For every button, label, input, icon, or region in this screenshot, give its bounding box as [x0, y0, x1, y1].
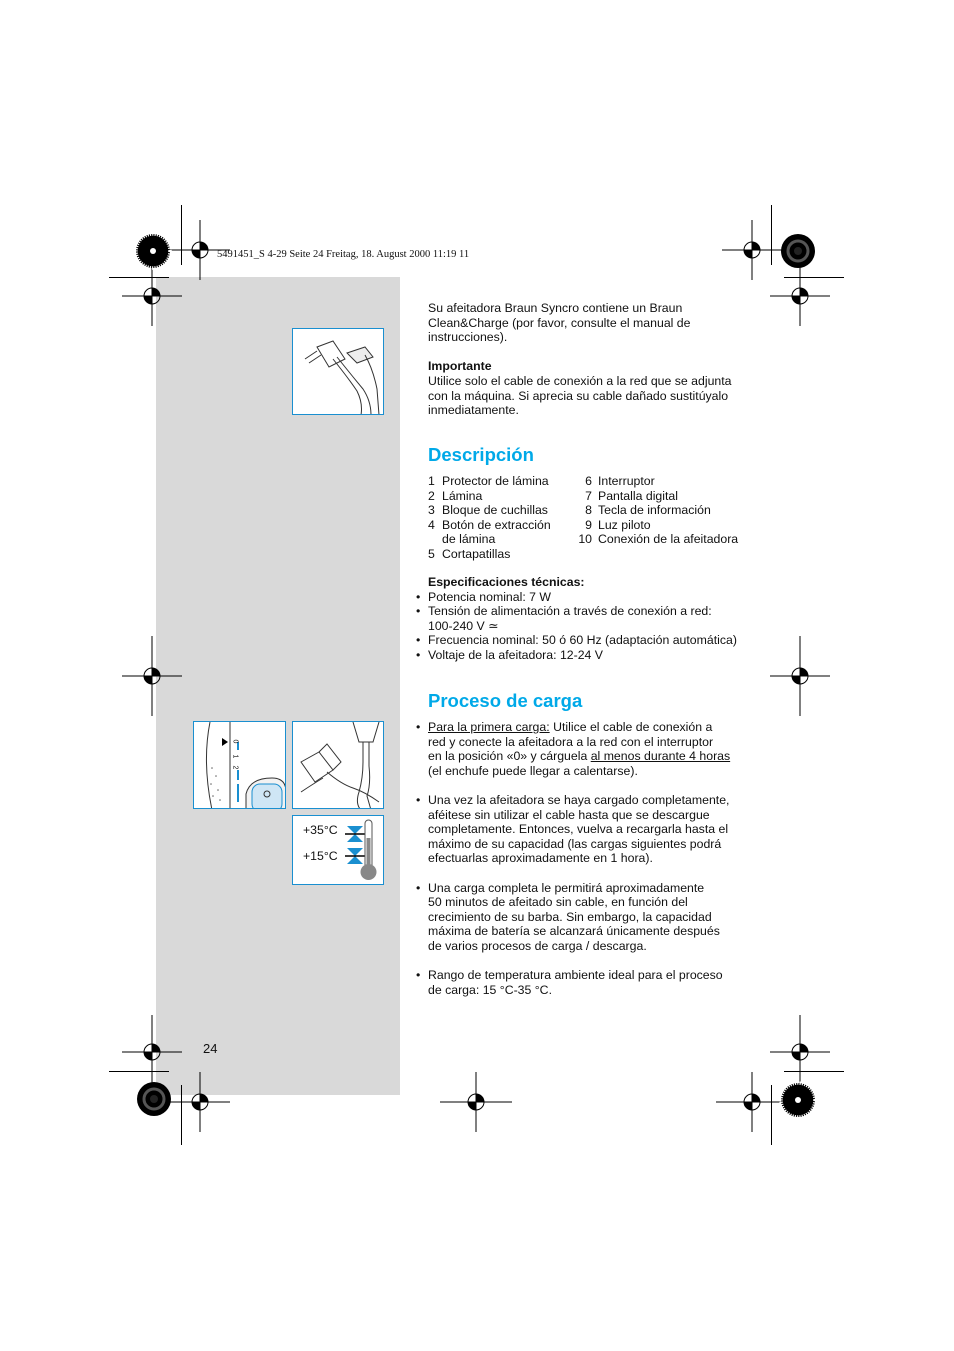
important-line: Utilice solo el cable de conexión a la red que se adjunta: [428, 373, 732, 388]
charge-bullet: • Una vez la afeitadora se haya cargado completamente, aféitese sin utilizar el cable hasta que se descargue completamente. Entonces, vuelva a recargarla hasta el máximo de su capacidad (las cargas siguientes podrá efectuarlas aproximadamente en 1 hora).: [416, 792, 730, 866]
switch-illustration: [194, 722, 286, 809]
page-number: 24: [203, 1041, 218, 1056]
charge-bullet: • Una carga completa le permitirá aproximadamente 50 minutos de afeitado sin cable, en función del crecimiento de su barba. Sin embargo, la capacidad máxima de batería se alcanzará únicamente después de varios procesos de carga / descarga.: [416, 880, 720, 953]
specs-heading: Especificaciones técnicas:: [428, 575, 585, 589]
spec-item: • Voltaje de la afeitadora: 12-24 V: [416, 647, 604, 662]
spec-item: • Frecuencia nominal: 50 ó 60 Hz (adaptación automática): [416, 633, 737, 648]
spec-item: • Potencia nominal: 7 W: [416, 589, 552, 604]
plug-in-figure: [292, 721, 384, 809]
temperature-figure: [292, 815, 384, 885]
plug-cable-figure: [292, 328, 384, 415]
spec-item: • Tensión de alimentación a través de conexión a red: 100-240 V ≃: [416, 604, 712, 633]
part-item: 9 Luz piloto: [585, 517, 651, 532]
part-item: 2 Lámina: [428, 488, 483, 503]
switch-mark-2: 2: [231, 765, 239, 770]
part-item: 3 Bloque de cuchillas: [428, 503, 548, 518]
part-item: 6 Interruptor: [585, 474, 655, 488]
switch-figure: [193, 721, 286, 809]
important-line: con la máquina. Si aprecia su cable dañado sustitúyalo: [428, 388, 729, 403]
thermometer-icon: [293, 816, 384, 885]
intro-line: Su afeitadora Braun Syncro contiene un Braun: [428, 301, 683, 315]
important-heading: Importante: [428, 359, 492, 374]
plug-cable-illustration: [293, 329, 384, 415]
part-item: 5 Cortapatillas: [428, 546, 511, 561]
intro-section: [428, 301, 758, 418]
specs-section: [416, 575, 758, 663]
part-item: 4 Botón de extracción: [428, 517, 551, 532]
important-line: inmediatamente.: [428, 403, 519, 418]
intro-line: instrucciones).: [428, 330, 508, 345]
print-header: 5491451_S 4-29 Seite 24 Freitag, 18. August 2000 11:19 11: [217, 249, 470, 260]
descripcion-heading: Descripción: [428, 444, 534, 465]
part-item: de lámina: [442, 532, 496, 547]
parts-list-right: [574, 474, 754, 547]
proceso-section: [416, 720, 758, 997]
charge-bullet: • Rango de temperatura ambiente ideal para el proceso de carga: 15 °C-35 °C.: [416, 968, 723, 997]
plug-in-illustration: [293, 722, 384, 809]
temp-low-label: +15°C: [303, 849, 338, 863]
part-item: 8 Tecla de información: [585, 503, 711, 518]
part-item: 10 Conexión de la afeitadora: [578, 532, 739, 547]
switch-mark-0: 0: [231, 739, 239, 744]
part-item: 7 Pantalla digital: [585, 488, 678, 503]
part-item: 1 Protector de lámina: [428, 474, 549, 488]
switch-mark-1: 1: [231, 754, 239, 759]
proceso-heading: Proceso de carga: [428, 690, 583, 711]
temp-high-label: +35°C: [303, 823, 338, 837]
intro-line: Clean&Charge (por favor, consulte el manual de: [428, 315, 691, 330]
parts-list-left: [428, 474, 588, 562]
charge-bullet: • Para la primera carga: Utilice el cable de conexión a red y conecte la afeitadora a la red con el interruptor en la posición «0» y cárguela al menos durante 4 horas (el enchufe puede llegar a calentarse).: [416, 720, 731, 778]
